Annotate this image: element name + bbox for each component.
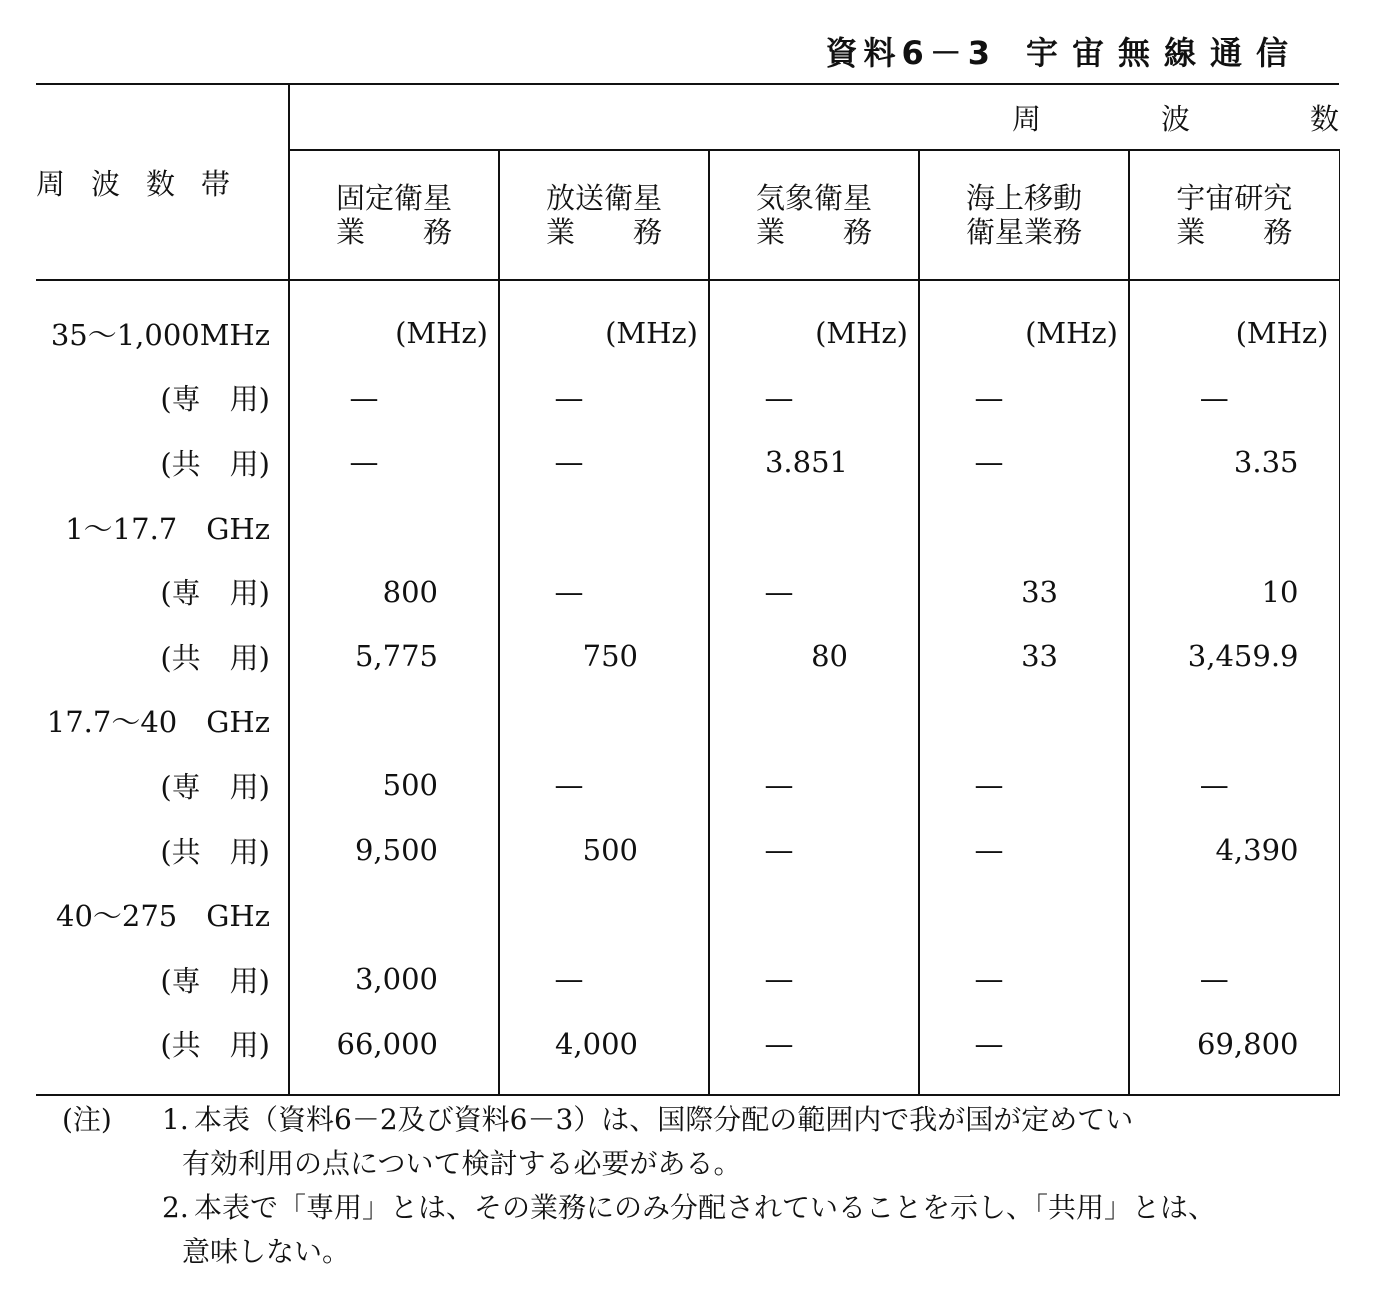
value-cell: 3,000 (289, 947, 499, 1012)
service-header: 宇宙研究 業 務 (1129, 150, 1339, 280)
value-cell: — (919, 947, 1129, 1012)
value-cell (1129, 495, 1339, 560)
value-cell: — (709, 559, 919, 624)
value-cell: — (499, 366, 709, 431)
service-header: 固定衛星 業 務 (289, 150, 499, 280)
table-row (36, 495, 1339, 560)
value-cell (1129, 882, 1339, 947)
value-cell: — (1129, 753, 1339, 818)
table-row (36, 689, 1339, 754)
value-cell: — (1129, 947, 1339, 1012)
value-cell: (MHz) (919, 280, 1129, 366)
band-cell: 35～1,000MHz (36, 280, 289, 366)
value-cell (499, 495, 709, 560)
band-cell: 40～275 GHz (36, 882, 289, 947)
value-cell: 3.851 (709, 430, 919, 495)
value-cell: — (919, 818, 1129, 883)
value-cell: — (709, 818, 919, 883)
frequency-group-header: 周 波 数 (289, 84, 1339, 150)
value-cell (919, 495, 1129, 560)
note-text-continued: 意味しない。 (182, 1235, 351, 1268)
value-cell: — (919, 366, 1129, 431)
value-cell: 4,000 (499, 1012, 709, 1096)
band-cell: (専 用) (36, 753, 289, 818)
band-cell: (専 用) (36, 947, 289, 1012)
table-row (36, 559, 1339, 624)
note-number: 2. (162, 1191, 189, 1224)
note-text-continued: 有効利用の点について検討する必要がある。 (182, 1147, 742, 1180)
band-cell: (共 用) (36, 818, 289, 883)
value-cell: — (499, 430, 709, 495)
value-cell (499, 882, 709, 947)
value-cell: — (919, 430, 1129, 495)
document-title (825, 28, 1302, 74)
value-cell: 500 (499, 818, 709, 883)
value-cell (289, 495, 499, 560)
note-mark: (注) (62, 1103, 112, 1136)
value-cell: — (709, 947, 919, 1012)
title-subject: 宇宙無線通信 (1025, 34, 1302, 72)
value-cell: (MHz) (289, 280, 499, 366)
value-cell: — (289, 366, 499, 431)
value-cell: 10 (1129, 559, 1339, 624)
service-header: 放送衛星 業 務 (499, 150, 709, 280)
notes (62, 1098, 1362, 1274)
value-cell (289, 882, 499, 947)
value-cell (499, 689, 709, 754)
value-cell: 500 (289, 753, 499, 818)
value-cell: 9,500 (289, 818, 499, 883)
value-cell: (MHz) (499, 280, 709, 366)
value-cell: 66,000 (289, 1012, 499, 1096)
value-cell (1129, 689, 1339, 754)
band-cell: (共 用) (36, 624, 289, 689)
value-cell: 33 (919, 559, 1129, 624)
value-cell: — (709, 753, 919, 818)
value-cell (709, 495, 919, 560)
note-1 (62, 1098, 1362, 1142)
value-cell: 3.35 (1129, 430, 1339, 495)
band-cell: 1～17.7 GHz (36, 495, 289, 560)
service-header: 気象衛星 業 務 (709, 150, 919, 280)
band-cell: 17.7～40 GHz (36, 689, 289, 754)
band-cell: (専 用) (36, 559, 289, 624)
value-cell: 80 (709, 624, 919, 689)
band-cell: (共 用) (36, 430, 289, 495)
note-2 (62, 1186, 1362, 1230)
value-cell: 33 (919, 624, 1129, 689)
value-cell: 5,775 (289, 624, 499, 689)
table-row (36, 947, 1339, 1012)
title-label: 資料6－3 (825, 34, 996, 72)
value-cell: — (289, 430, 499, 495)
value-cell (709, 882, 919, 947)
band-cell: (専 用) (36, 366, 289, 431)
table-row (36, 882, 1339, 947)
value-cell: (MHz) (1129, 280, 1339, 366)
value-cell (289, 689, 499, 754)
frequency-table (36, 83, 1340, 1096)
note-number: 1. (162, 1103, 189, 1136)
table-row (36, 430, 1339, 495)
value-cell: — (1129, 366, 1339, 431)
service-header: 海上移動 衛星業務 (919, 150, 1129, 280)
value-cell (919, 882, 1129, 947)
value-cell: 69,800 (1129, 1012, 1339, 1096)
value-cell: — (919, 1012, 1129, 1096)
value-cell (919, 689, 1129, 754)
value-cell: — (919, 753, 1129, 818)
value-cell: — (499, 559, 709, 624)
value-cell: — (499, 947, 709, 1012)
note-text: 本表（資料6－2及び資料6－3）は、国際分配の範囲内で我が国が定めてい (194, 1103, 1134, 1136)
value-cell: 3,459.9 (1129, 624, 1339, 689)
value-cell: (MHz) (709, 280, 919, 366)
table-row (36, 280, 1339, 366)
table-row (36, 1012, 1339, 1096)
table-row (36, 366, 1339, 431)
table-row (36, 818, 1339, 883)
value-cell: 800 (289, 559, 499, 624)
table-row (36, 753, 1339, 818)
table-row (36, 624, 1339, 689)
value-cell: 750 (499, 624, 709, 689)
band-column-header: 周波数帯 (36, 84, 289, 280)
value-cell: — (709, 366, 919, 431)
value-cell: — (499, 753, 709, 818)
note-text: 本表で「専用」とは、その業務にのみ分配されていることを示し、「共用」とは、 (194, 1191, 1217, 1224)
band-cell: (共 用) (36, 1012, 289, 1096)
value-cell (709, 689, 919, 754)
value-cell: 4,390 (1129, 818, 1339, 883)
value-cell: — (709, 1012, 919, 1096)
